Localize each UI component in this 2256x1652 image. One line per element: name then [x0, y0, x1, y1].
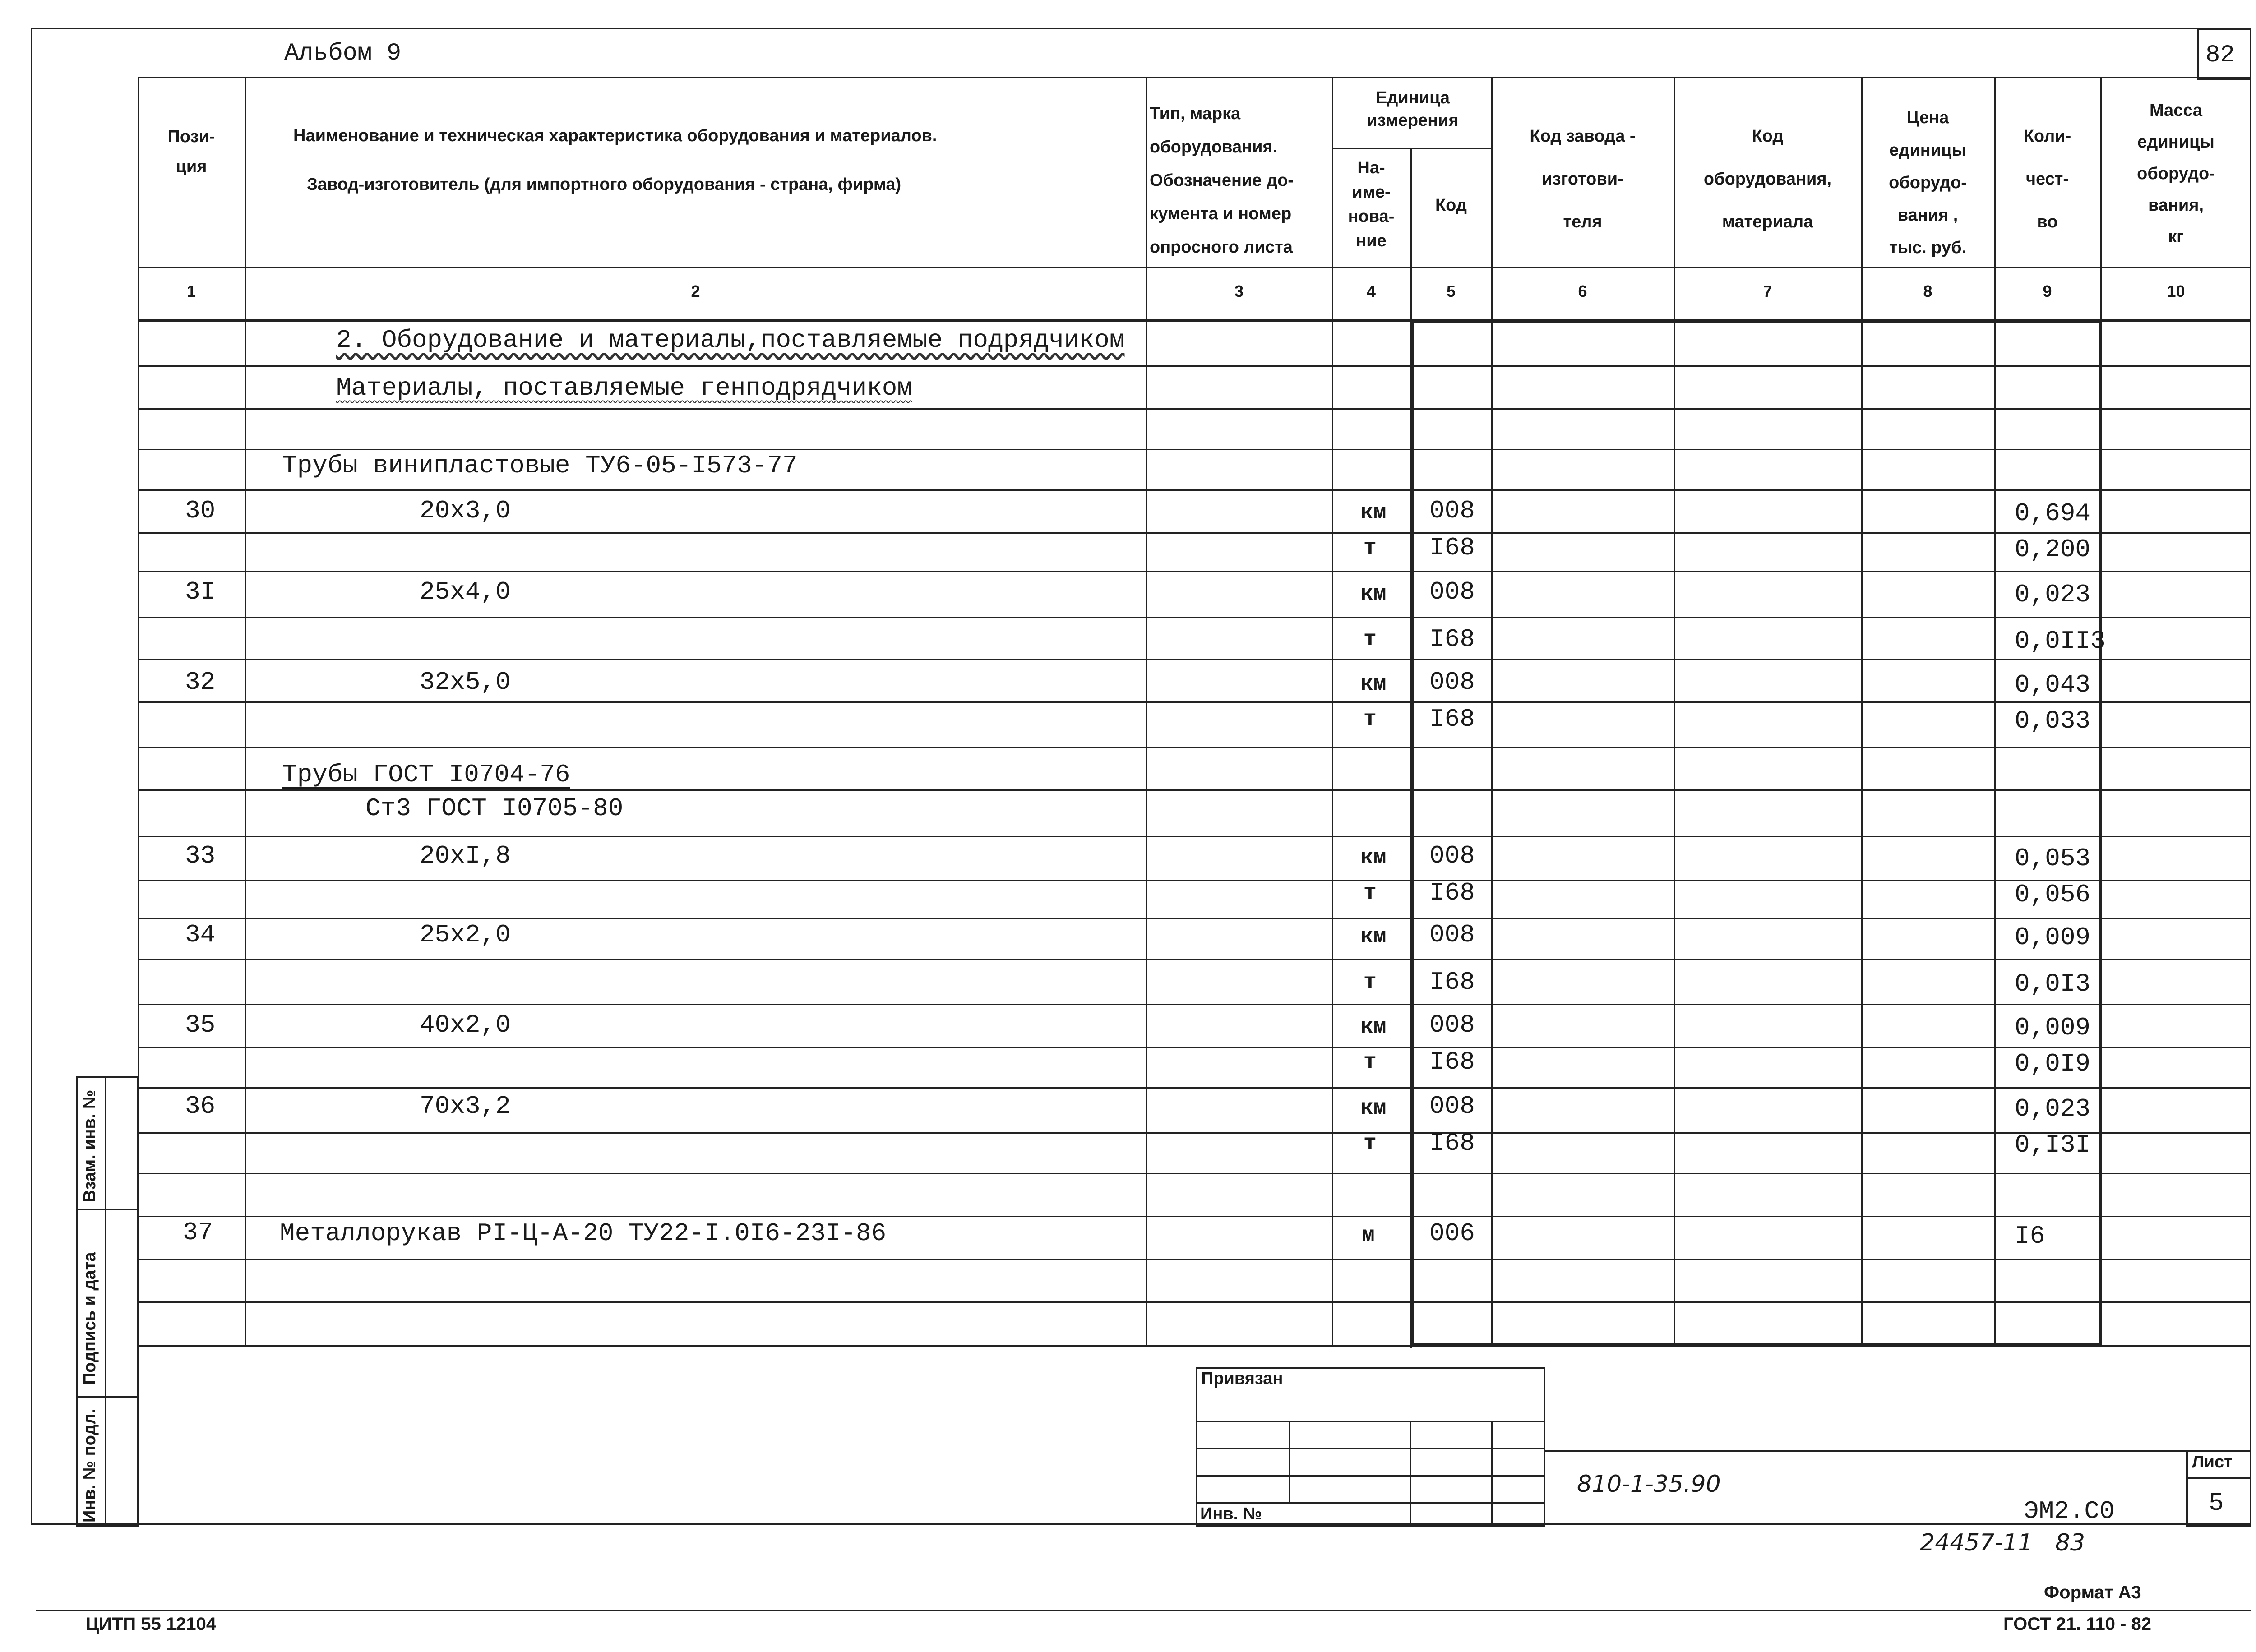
row-line [138, 449, 2251, 450]
header-factory-l1: Код завода - [1530, 127, 1636, 146]
row-code-2: I68 [1429, 533, 1475, 562]
privyazan-h4 [1196, 1502, 1545, 1504]
row-qty-2: 0,200 [2015, 535, 2091, 564]
row-line [138, 659, 2251, 660]
row-line [138, 1132, 2251, 1134]
row-qty-2: 0,0I9 [2015, 1049, 2091, 1078]
row-qty-1: 0,023 [2015, 580, 2091, 609]
colnum-5: 5 [1446, 282, 1456, 300]
group-vinyl-pipes: Трубы винипластовые ТУ6-05-I573-77 [282, 451, 798, 480]
header-unit-name [1332, 156, 1410, 253]
row-line [138, 747, 2251, 748]
row37-code: 006 [1429, 1219, 1475, 1248]
row-line [138, 1173, 2251, 1174]
header-equipment-code [1674, 115, 1861, 244]
row-name: 20хI,8 [420, 841, 511, 870]
row-unit-2: т [1364, 970, 1377, 995]
row-unit-2: т [1364, 1131, 1377, 1156]
row37-name: Металлорукав PI-Ц-А-20 ТУ22-I.0I6-23I-86 [280, 1219, 887, 1248]
list-divider [2186, 1477, 2251, 1479]
header-unit-name-l1: На- [1357, 158, 1385, 177]
row-line [138, 1004, 2251, 1005]
row-qty-2: 0,056 [2015, 880, 2091, 909]
header-unit-name-l4: ние [1356, 231, 1387, 250]
sidebar-h1 [76, 1209, 139, 1210]
row-line [138, 489, 2251, 491]
album-label: Альбом 9 [284, 40, 402, 67]
doc-code: 810-1-35.90 [1577, 1471, 1721, 1498]
privyazan-v3 [1491, 1421, 1493, 1527]
row-line [138, 1301, 2251, 1303]
row-position: 33 [185, 841, 216, 870]
colnum-3: 3 [1234, 282, 1244, 300]
header-equip-l1: Код [1752, 127, 1784, 146]
colnum-6: 6 [1578, 282, 1587, 300]
row-unit-1: км [1360, 672, 1387, 697]
privyazan-label: Привязан [1201, 1369, 1283, 1388]
row-code-1: 008 [1429, 841, 1475, 870]
header-name-line2: Завод-изготовитель (для импортного оборудования - страна, фирма) [307, 175, 901, 194]
header-type-l3: Обозначение до- [1150, 171, 1294, 190]
subsection-title: Материалы, поставляемые генподрядчиком [336, 374, 913, 402]
sidebar-podpis: Подпись и дата [80, 1252, 99, 1385]
sidebar-inv: Инв. № подл. [80, 1408, 99, 1523]
colnum-9: 9 [2043, 282, 2052, 300]
header-equip-l2: оборудования, [1703, 170, 1832, 189]
row-code-1: 008 [1429, 496, 1475, 525]
row-qty-1: 0,009 [2015, 1013, 2091, 1042]
header-unit-group [1332, 87, 1493, 132]
group-steel-grade: Ст3 ГОСТ I0705-80 [365, 794, 624, 823]
colnum-10: 10 [2167, 282, 2185, 300]
footer-gost: ГОСТ 21. 110 - 82 [2003, 1614, 2151, 1634]
row37-unit: м [1362, 1223, 1375, 1248]
header-unit-code: Код [1435, 196, 1467, 215]
row-line [138, 617, 2251, 618]
row-unit-2: т [1364, 1050, 1377, 1075]
row-position: 35 [185, 1011, 216, 1039]
row-line [138, 365, 2251, 367]
row-position: 32 [185, 668, 216, 697]
colnum-1: 1 [186, 282, 196, 300]
row-line [138, 880, 2251, 881]
group-steel-pipes: Трубы ГОСТ I0704-76 [282, 760, 570, 789]
row-name: 40х2,0 [420, 1011, 511, 1039]
row-name: 32х5,0 [420, 668, 511, 697]
row-code-1: 008 [1429, 577, 1475, 606]
row-qty-1: 0,043 [2015, 670, 2091, 699]
colnum-4: 4 [1366, 282, 1376, 300]
row-code-1: 008 [1429, 1011, 1475, 1039]
list-number: 5 [2209, 1489, 2224, 1518]
header-type-l2: оборудования. [1150, 138, 1278, 157]
header-price-l1: Цена [1906, 108, 1949, 127]
row-position: 3I [185, 577, 216, 606]
footer-format: Формат А3 [2044, 1583, 2141, 1602]
privyazan-v2 [1410, 1421, 1411, 1527]
row-line [138, 1259, 2251, 1260]
row-name: 25х4,0 [420, 577, 511, 606]
header-factory-l3: теля [1563, 212, 1602, 231]
row-code-1: 008 [1429, 668, 1475, 697]
row-qty-2: 0,0I3 [2015, 969, 2091, 998]
row-unit-1: км [1360, 1015, 1387, 1039]
row-line [138, 918, 2251, 919]
header-price [1861, 102, 1994, 264]
row-line [138, 571, 2251, 572]
header-position: Пози- ция [167, 127, 215, 176]
row-qty-2: 0,033 [2015, 706, 2091, 735]
row-code-2: I68 [1429, 625, 1475, 654]
row-line [138, 1216, 2251, 1217]
section-title: 2. Оборудование и материалы,поставляемые подрядчиком [336, 326, 1125, 355]
footer-line [36, 1610, 2251, 1611]
row-code-2: I68 [1429, 968, 1475, 997]
header-unit-l2: измерения [1367, 111, 1459, 130]
privyazan-h1 [1196, 1421, 1545, 1422]
row-code-2: I68 [1429, 1047, 1475, 1076]
header-unit-name-l3: нова- [1348, 207, 1395, 226]
row-line [138, 1047, 2251, 1048]
row-line [138, 701, 2251, 703]
header-equip-l3: материала [1722, 212, 1813, 231]
sidebar-h2 [76, 1396, 139, 1398]
header-type-l4: кумента и номер [1150, 204, 1292, 223]
header-qty-l1: Коли- [2023, 127, 2071, 146]
row-qty-1: 0,023 [2015, 1094, 2091, 1123]
header-factory-l2: изготови- [1542, 170, 1623, 189]
header-price-l4: вания , [1897, 206, 1958, 225]
header-mass-l4: вания, [2148, 196, 2204, 215]
row-code-2: I68 [1429, 1129, 1475, 1158]
row-unit-2: т [1364, 707, 1377, 732]
row-unit-2: т [1364, 881, 1377, 905]
row-qty-1: 0,694 [2015, 499, 2091, 528]
row-line [138, 1087, 2251, 1089]
row-position: 34 [185, 920, 216, 949]
header-unit-l1: Единица [1375, 88, 1450, 107]
sheet-code: ЭМ2.С0 [2024, 1497, 2115, 1526]
row-line [138, 532, 2251, 534]
row-name: 70х3,2 [420, 1092, 511, 1121]
row-qty-2: 0,I3I [2015, 1131, 2091, 1159]
header-type [1150, 97, 1330, 264]
privyazan-h2 [1196, 1448, 1545, 1449]
unit-group-line [1332, 148, 1493, 149]
header-mass-l5: кг [2168, 227, 2184, 246]
col-line-1 [245, 77, 246, 1347]
sidebar-vzam: Взам. инв. № [80, 1089, 99, 1202]
sidebar-divider [105, 1076, 106, 1527]
list-label: Лист [2192, 1453, 2233, 1472]
row-unit-1: км [1360, 925, 1387, 949]
row-code-1: 008 [1429, 920, 1475, 949]
row-name: 20х3,0 [420, 496, 511, 525]
row37-qty: I6 [2015, 1222, 2045, 1251]
col-line-3 [1332, 77, 1333, 1347]
title-block-top [1545, 1450, 2251, 1452]
row-code-2: I68 [1429, 878, 1475, 907]
row-code-1: 008 [1429, 1092, 1475, 1121]
highlight-frame [1410, 319, 2102, 1347]
row-line [138, 959, 2251, 960]
row-unit-1: км [1360, 501, 1387, 525]
header-mass [2100, 95, 2251, 253]
row-unit-2: т [1364, 536, 1377, 560]
header-qty-l3: во [2037, 212, 2058, 231]
inv-no-label: Инв. № [1200, 1504, 1262, 1523]
header-price-l2: единицы [1889, 141, 1966, 160]
row-line [138, 836, 2251, 837]
page-number: 82 [2205, 42, 2235, 69]
header-type-l5: опросного листа [1150, 238, 1293, 257]
row-position: 36 [185, 1092, 216, 1121]
header-type-l1: Тип, марка [1150, 104, 1241, 123]
header-unit-name-l2: име- [1352, 183, 1391, 202]
colnum-7: 7 [1763, 282, 1772, 300]
header-factory-code [1491, 115, 1674, 244]
header-mass-l2: единицы [2137, 133, 2214, 152]
handwritten-number: 24457-11 83 [1920, 1529, 2085, 1556]
header-qty-l2: чест- [2025, 170, 2069, 189]
header-price-l3: оборудо- [1889, 173, 1967, 192]
row-qty-2: 0,0II3 [2015, 627, 2106, 655]
row-line [138, 408, 2251, 410]
header-mass-l1: Масса [2149, 101, 2203, 120]
privyazan-h3 [1196, 1475, 1545, 1477]
colnum-2: 2 [691, 282, 700, 300]
footer-left: ЦИТП 55 12104 [86, 1614, 217, 1634]
row-qty-1: 0,053 [2015, 844, 2091, 873]
row-position: 30 [185, 496, 216, 525]
row-unit-1: км [1360, 846, 1387, 870]
row-qty-1: 0,009 [2015, 923, 2091, 952]
row-unit-2: т [1364, 628, 1377, 652]
col-line-2 [1146, 77, 1147, 1347]
header-bottom-line [138, 267, 2251, 268]
header-quantity [1994, 115, 2100, 244]
row37-position: 37 [183, 1218, 213, 1247]
header-mass-l3: оборудо- [2137, 164, 2215, 183]
colnum-8: 8 [1923, 282, 1932, 300]
privyazan-v1 [1289, 1421, 1290, 1502]
row-name: 25х2,0 [420, 920, 511, 949]
row-unit-1: км [1360, 582, 1387, 606]
header-price-l5: тыс. руб. [1889, 238, 1967, 257]
header-name-line1: Наименование и техническая характеристика оборудования и материалов. [293, 126, 937, 145]
row-code-2: I68 [1429, 705, 1475, 734]
row-line [138, 789, 2251, 791]
row-unit-1: км [1360, 1096, 1387, 1121]
